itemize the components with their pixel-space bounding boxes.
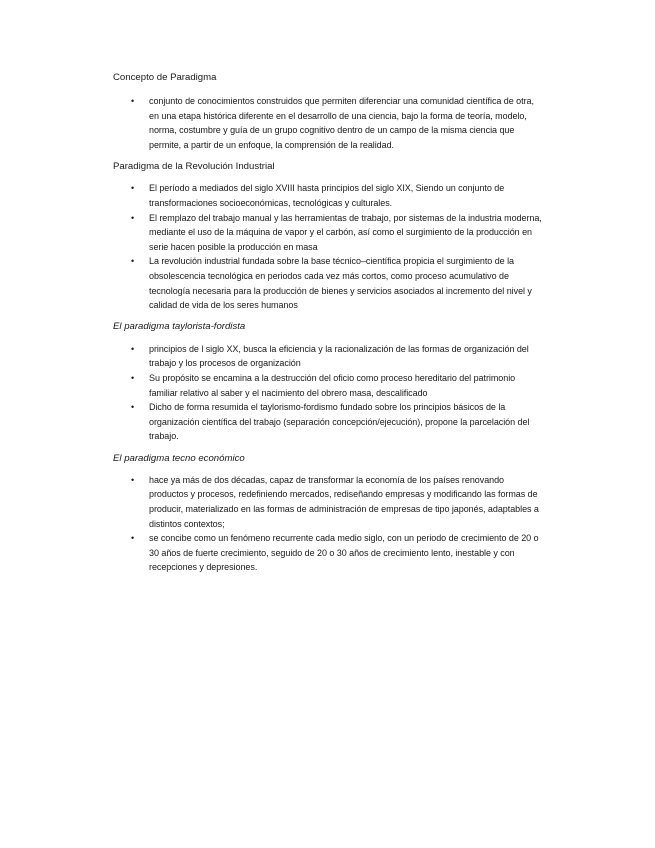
section-heading-concepto-de-paradigma: Concepto de Paradigma xyxy=(113,72,217,83)
bullet-icon: • xyxy=(131,183,135,194)
section-heading-taylorista-fordista: El paradigma taylorista-fordista xyxy=(113,320,246,332)
list-item-text: La revolución industrial fundada sobre la base técnico–científica propicia el surgimiento de la obsolescencia tecnológica en periodos cada vez más cortos, como proceso acumulativo de tecnología necesaria para la producción de bienes y servicios asociados al incremento del nivel y calidad de vida de los seres humanos xyxy=(149,256,532,311)
list-item xyxy=(113,400,543,444)
bullet-icon: • xyxy=(131,343,135,354)
bullet-icon: • xyxy=(131,212,135,223)
list-item xyxy=(113,371,543,400)
list-item-text: se concibe como un fenómeno recurrente cada medio siglo, con un periodo de crecimiento de 20 o 30 años de fuerte crecimiento, seguido de 20 o 30 años de crecimiento lento, inestable y con recepciones y depresiones. xyxy=(149,533,539,573)
list-item xyxy=(113,211,543,255)
list-item-text: El remplazo del trabajo manual y las herramientas de trabajo, por sistemas de la industria moderna, mediante el uso de la máquina de vapor y el carbón, así como el surgimiento de la producción en serie hacen posible la producción en masa xyxy=(149,212,542,252)
bullet-list-revolucion-industrial xyxy=(113,181,543,312)
bullet-list-tecno-economico xyxy=(113,473,543,575)
bullet-icon: • xyxy=(131,372,135,383)
list-item xyxy=(113,342,543,371)
bullet-list-taylorista-fordista xyxy=(113,342,543,444)
list-item xyxy=(113,94,543,152)
bullet-icon: • xyxy=(131,533,135,544)
list-item-text: principios de l siglo XX, busca la eficiencia y la racionalización de las formas de organización del trabajo y los procesos de organización xyxy=(149,343,529,369)
list-item-text: Dicho de forma resumida el taylorismo-fordismo fundado sobre los principios básicos de la organización científica del trabajo (separación concepción/ejecución), propone la parcelación del trabajo. xyxy=(149,402,530,442)
list-item xyxy=(113,254,543,312)
bullet-icon: • xyxy=(131,96,135,106)
list-item-text: El período a mediados del siglo XVIII hasta principios del siglo XIX, Siendo un conjunto de transformaciones socioeconómicas, tecnológicas y culturales. xyxy=(149,183,505,208)
list-item-text: Su propósito se encamina a la destrucción del oficio como proceso hereditario del patrimonio familiar relativo al saber y el nacimiento del obrero masa, descalificado xyxy=(149,372,516,398)
list-item xyxy=(113,531,543,575)
list-item-text: conjunto de conocimientos construidos que permiten diferenciar una comunidad científica de otra, en una etapa histórica diferente en el desarrollo de una ciencia, bajo la forma de teoría, modelo, norma, costumbre y guía de un grupo cognitivo dentro de un campo de la misma ciencia que permite, a partir de un enfoque, la comprensión de la realidad. xyxy=(149,96,534,150)
bullet-list-concepto xyxy=(113,94,543,152)
list-item xyxy=(113,181,543,210)
bullet-icon: • xyxy=(131,402,135,413)
bullet-icon: • xyxy=(131,256,135,267)
list-item-text: hace ya más de dos décadas, capaz de transformar la economía de los países renovando productos y procesos, redefiniendo mercados, rediseñando empresas y modificando las formas de producir, materializado en las formas de administración de empresas de tipo japonés, adaptables a distintos contextos; xyxy=(149,474,539,529)
section-heading-tecno-economico: El paradigma tecno económico xyxy=(113,452,245,464)
bullet-icon: • xyxy=(131,474,135,485)
document-body xyxy=(113,69,543,575)
list-item xyxy=(113,473,543,531)
section-heading-revolucion-industrial: Paradigma de la Revolución Industrial xyxy=(113,161,275,173)
